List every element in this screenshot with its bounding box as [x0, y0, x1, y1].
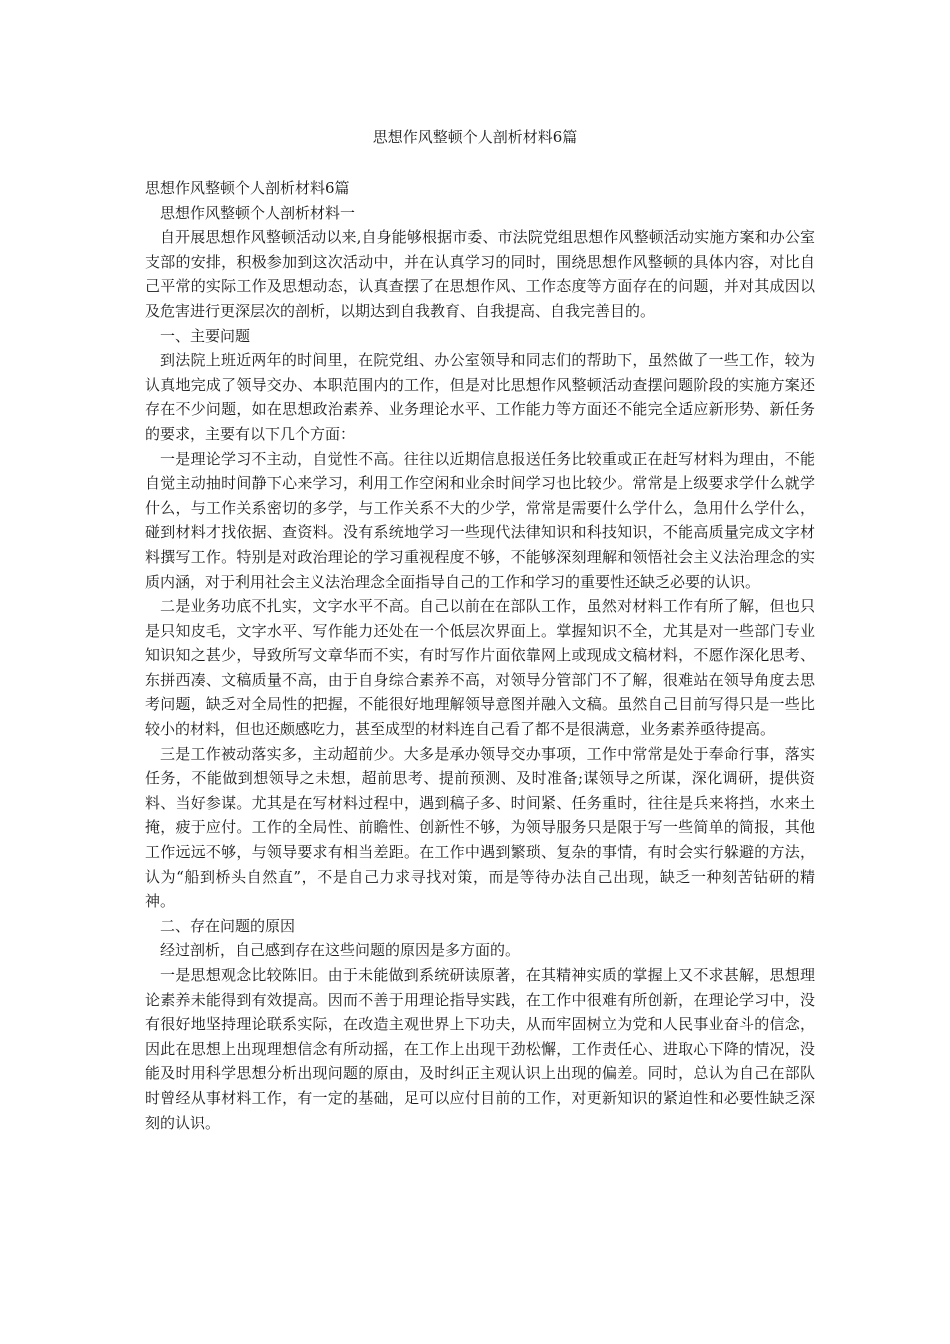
paragraph: 自开展思想作风整顿活动以来,自身能够根据市委、市法院党组思想作风整顿活动实施方案和办公室支部的安排，积极参加到这次活动中，并在认真学习的同时，围绕思想作风整顿的具体内容，对比自己平常的实际工作及思想动态，认真查摆了在思想作风、工作态度等方面存在的问题，并对其成因以及危害进行更深层次的剖析，以期达到自我教育、自我提高、自我完善目的。: [145, 228, 815, 320]
paragraph: 二是业务功底不扎实，文字水平不高。自己以前在在部队工作，虽然对材料工作有所了解，但也只是只知皮毛，文字水平、写作能力还处在一个低层次界面上。掌握知识不全，尤其是对一些部门专业知识知之甚少，导致所写文章华而不实，有时写作片面依靠网上或现成文稿材料，不愿作深化思考、东拼西凑、文稿质量不高，由于自身综合素养不高，对领导分管部门不了解，很难站在领导角度去思考问题，缺乏对全局性的把握，不能很好地理解领导意图并融入文稿。虽然自己目前写得只是一些比较小的材料，但也还颇感吃力，甚至成型的材料连自己看了都不是很满意，业务素养亟待提高。: [145, 597, 815, 739]
document-body: [145, 176, 815, 1135]
paragraph: 思想作风整顿个人剖析材料一: [160, 203, 356, 222]
paragraph: 一是思想观念比较陈旧。由于未能做到系统研读原著，在其精神实质的掌握上又不求甚解，思想理论素养未能得到有效提高。因而不善于用理论指导实践，在工作中很难有所创新，在理论学习中，没有很好地坚持理论联系实际，在改造主观世界上下功夫，从而牢固树立为党和人民事业奋斗的信念，因此在思想上出现理想信念有所动摇，在工作上出现干劲松懈，工作责任心、进取心下降的情况，没能及时用科学思想分析出现问题的原由，及时纠正主观认识上出现的偏差。同时，总认为自己在部队时曾经从事材料工作，有一定的基础，足可以应付目前的工作，对更新知识的紧迫性和必要性缺乏深刻的认识。: [145, 966, 815, 1132]
paragraph: 经过剖析，自己感到存在这些问题的原因是多方面的。: [160, 941, 521, 960]
paragraph: 一、主要问题: [160, 326, 251, 345]
document-title: 思想作风整顿个人剖析材料6篇: [372, 128, 578, 146]
paragraph: 一是理论学习不主动，自觉性不高。往往以近期信息报送任务比较重或正在赶写材料为理由，不能自觉主动抽时间静下心来学习，利用工作空闲和业余时间学习也比较少。常常是上级要求学什么就学什么，与工作关系密切的多学，与工作关系不大的少学，常常是需要什么学什么，急用什么学什么，碰到材料才找依据、查资料。没有系统地学习一些现代法律知识和科技知识，不能高质量完成文字材料撰写工作。特别是对政治理论的学习重视程度不够，不能够深刻理解和领悟社会主义法治理念的实质内涵，对于利用社会主义法治理念全面指导自己的工作和学习的重要性还缺乏必要的认识。: [145, 449, 815, 591]
paragraph: 二、存在问题的原因: [160, 916, 296, 935]
paragraph: 三是工作被动落实多，主动超前少。大多是承办领导交办事项，工作中常常是处于奉命行事，落实任务，不能做到想领导之未想，超前思考、提前预测、及时准备;谋领导之所谋，深化调研，提供资料、当好参谋。尤其是在写材料过程中，遇到稿子多、时间紧、任务重时，往往是兵来将挡，水来土掩，疲于应付。工作的全局性、前瞻性、创新性不够，为领导服务只是限于写一些简单的简报，其他工作远远不够，与领导要求有相当差距。在工作中遇到繁琐、复杂的事情，有时会实行躲避的方法，认为“船到桥头自然直”，不是自己力求寻找对策，而是等待办法自己出现，缺乏一种刻苦钻研的精神。: [145, 744, 815, 911]
paragraph: 思想作风整顿个人剖析材料6篇: [145, 179, 350, 197]
paragraph: 到法院上班近两年的时间里，在院党组、办公室领导和同志们的帮助下，虽然做了一些工作，较为认真地完成了领导交办、本职范围内的工作，但是对比思想作风整顿活动查摆问题阶段的实施方案还存在不少问题，如在思想政治素养、业务理论水平、工作能力等方面还不能完全适应新形势、新任务的要求，主要有以下几个方面：: [145, 351, 815, 443]
